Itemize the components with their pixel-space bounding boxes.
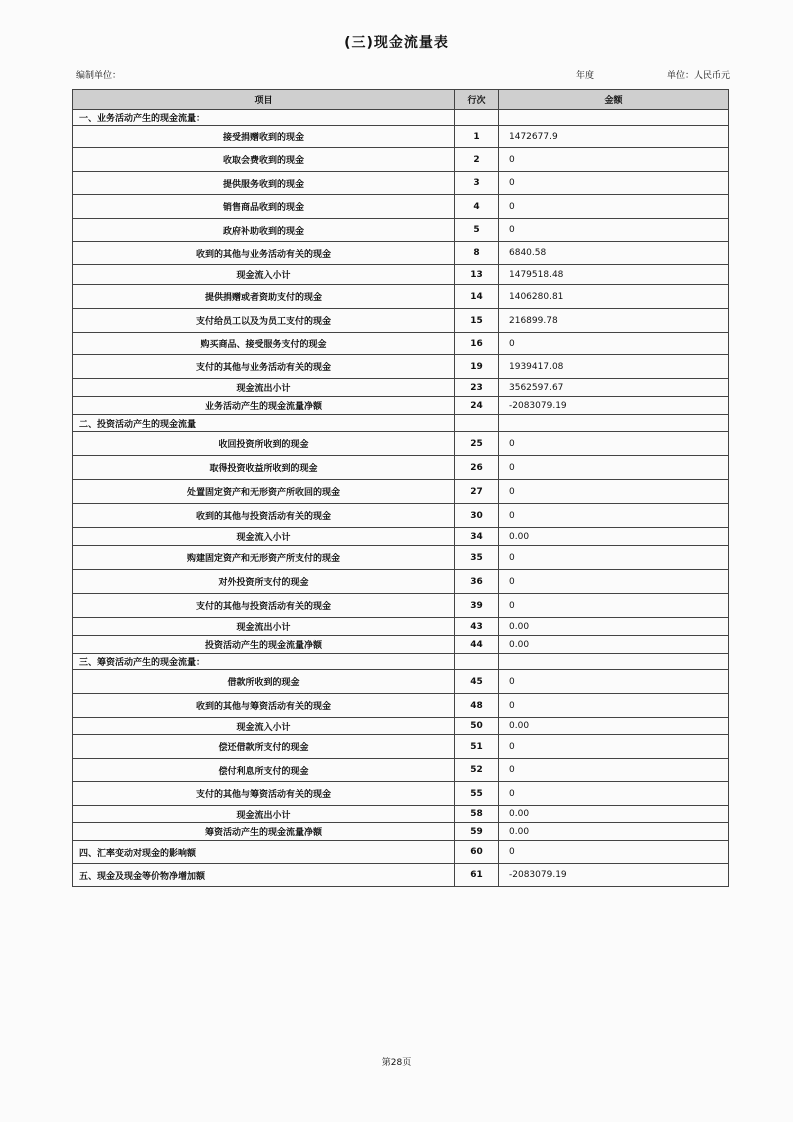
table-body [73, 110, 729, 887]
row-item: 提供捐赠或者资助支付的现金 [73, 285, 455, 309]
section-row [73, 841, 729, 864]
table-row [73, 546, 729, 570]
row-amount [499, 110, 729, 126]
row-line-number: 36 [455, 570, 499, 594]
row-amount: 0 [499, 570, 729, 594]
table-row [73, 735, 729, 759]
table-row [73, 480, 729, 504]
row-amount [499, 654, 729, 670]
row-amount: 0 [499, 841, 729, 864]
cash-flow-table [72, 89, 729, 887]
row-amount: 0 [499, 172, 729, 195]
row-item: 对外投资所支付的现金 [73, 570, 455, 594]
row-amount: 0 [499, 694, 729, 718]
row-amount: 0 [499, 759, 729, 782]
row-item: 借款所收到的现金 [73, 670, 455, 694]
row-item: 二、投资活动产生的现金流量 [73, 415, 455, 432]
row-line-number: 30 [455, 504, 499, 528]
row-amount: 0.00 [499, 528, 729, 546]
row-item: 偿付利息所支付的现金 [73, 759, 455, 782]
row-line-number: 26 [455, 456, 499, 480]
row-item: 偿还借款所支付的现金 [73, 735, 455, 759]
row-amount: -2083079.19 [499, 864, 729, 887]
row-item: 政府补助收到的现金 [73, 219, 455, 242]
row-amount: 0.00 [499, 618, 729, 636]
row-amount: 0 [499, 148, 729, 172]
row-amount: 0 [499, 670, 729, 694]
row-line-number: 1 [455, 126, 499, 148]
row-amount: 0.00 [499, 806, 729, 823]
row-item: 收到的其他与投资活动有关的现金 [73, 504, 455, 528]
row-item: 支付的其他与业务活动有关的现金 [73, 355, 455, 379]
row-item: 购买商品、接受服务支付的现金 [73, 333, 455, 355]
currency-unit-label: 单位：人民币元 [666, 71, 730, 81]
row-amount: 0 [499, 219, 729, 242]
row-item: 支付给员工以及为员工支付的现金 [73, 309, 455, 333]
row-line-number: 3 [455, 172, 499, 195]
section-row [73, 415, 729, 432]
row-line-number: 51 [455, 735, 499, 759]
table-row [73, 782, 729, 806]
compiler-label: 编制单位： [76, 71, 122, 81]
table-row [73, 636, 729, 654]
header-line-number: 行次 [455, 90, 499, 110]
row-amount: 3562597.67 [499, 379, 729, 397]
table-row [73, 694, 729, 718]
table-row [73, 456, 729, 480]
row-line-number: 13 [455, 265, 499, 285]
row-amount: 1479518.48 [499, 265, 729, 285]
row-line-number: 15 [455, 309, 499, 333]
section-row [73, 110, 729, 126]
row-item: 接受捐赠收到的现金 [73, 126, 455, 148]
row-amount: -2083079.19 [499, 397, 729, 415]
table-row [73, 309, 729, 333]
table-row [73, 219, 729, 242]
row-item: 取得投资收益所收到的现金 [73, 456, 455, 480]
table-row [73, 397, 729, 415]
row-line-number: 60 [455, 841, 499, 864]
row-item: 购建固定资产和无形资产所支付的现金 [73, 546, 455, 570]
table-row [73, 148, 729, 172]
table-row [73, 528, 729, 546]
table-row [73, 570, 729, 594]
row-amount: 0 [499, 594, 729, 618]
row-item: 处置固定资产和无形资产所收回的现金 [73, 480, 455, 504]
row-line-number: 25 [455, 432, 499, 456]
row-amount: 6840.58 [499, 242, 729, 265]
row-item: 现金流入小计 [73, 265, 455, 285]
row-line-number: 48 [455, 694, 499, 718]
row-line-number: 43 [455, 618, 499, 636]
row-line-number: 55 [455, 782, 499, 806]
row-item: 筹资活动产生的现金流量净额 [73, 823, 455, 841]
row-line-number: 23 [455, 379, 499, 397]
row-item: 收取会费收到的现金 [73, 148, 455, 172]
row-line-number: 45 [455, 670, 499, 694]
row-item: 三、筹资活动产生的现金流量： [73, 654, 455, 670]
row-amount: 1406280.81 [499, 285, 729, 309]
table-row [73, 504, 729, 528]
page-number: 第28页 [381, 1058, 412, 1068]
row-item: 现金流入小计 [73, 528, 455, 546]
table-row [73, 285, 729, 309]
table-row [73, 333, 729, 355]
row-line-number: 27 [455, 480, 499, 504]
row-item: 五、现金及现金等价物净增加额 [73, 864, 455, 887]
table-row [73, 355, 729, 379]
row-line-number: 35 [455, 546, 499, 570]
row-amount: 0.00 [499, 718, 729, 735]
row-item: 销售商品收到的现金 [73, 195, 455, 219]
row-line-number: 24 [455, 397, 499, 415]
row-line-number: 61 [455, 864, 499, 887]
row-item: 提供服务收到的现金 [73, 172, 455, 195]
row-amount: 0 [499, 432, 729, 456]
row-item: 支付的其他与筹资活动有关的现金 [73, 782, 455, 806]
row-line-number [455, 110, 499, 126]
row-line-number: 44 [455, 636, 499, 654]
row-amount: 0 [499, 546, 729, 570]
row-amount: 0.00 [499, 636, 729, 654]
row-amount: 0 [499, 195, 729, 219]
row-line-number: 16 [455, 333, 499, 355]
table-row [73, 432, 729, 456]
row-line-number: 5 [455, 219, 499, 242]
row-amount: 0 [499, 456, 729, 480]
row-line-number: 14 [455, 285, 499, 309]
table-row [73, 594, 729, 618]
table-row [73, 806, 729, 823]
row-item: 业务活动产生的现金流量净额 [73, 397, 455, 415]
row-amount: 216899.78 [499, 309, 729, 333]
row-line-number: 34 [455, 528, 499, 546]
row-amount: 1472677.9 [499, 126, 729, 148]
table-row [73, 242, 729, 265]
table-header-row [73, 90, 729, 110]
row-line-number [455, 654, 499, 670]
table-row [73, 195, 729, 219]
row-amount: 0 [499, 480, 729, 504]
table-row [73, 265, 729, 285]
table-row [73, 759, 729, 782]
row-item: 一、业务活动产生的现金流量： [73, 110, 455, 126]
row-item: 收回投资所收到的现金 [73, 432, 455, 456]
table-row [73, 618, 729, 636]
report-meta-row [76, 68, 730, 82]
year-label: 年度 [576, 71, 595, 81]
row-amount: 0.00 [499, 823, 729, 841]
row-item: 投资活动产生的现金流量净额 [73, 636, 455, 654]
row-line-number: 39 [455, 594, 499, 618]
row-item: 现金流出小计 [73, 618, 455, 636]
section-row [73, 654, 729, 670]
row-line-number: 19 [455, 355, 499, 379]
page-title: (三)现金流量表 [344, 35, 449, 51]
row-amount: 0 [499, 504, 729, 528]
row-line-number: 2 [455, 148, 499, 172]
row-line-number [455, 415, 499, 432]
row-item: 现金流出小计 [73, 379, 455, 397]
row-item: 收到的其他与筹资活动有关的现金 [73, 694, 455, 718]
table-row [73, 172, 729, 195]
row-item: 收到的其他与业务活动有关的现金 [73, 242, 455, 265]
table-row [73, 126, 729, 148]
row-amount: 1939417.08 [499, 355, 729, 379]
row-amount: 0 [499, 735, 729, 759]
table-row [73, 670, 729, 694]
row-line-number: 8 [455, 242, 499, 265]
row-amount [499, 415, 729, 432]
header-amount: 金额 [499, 90, 729, 110]
row-item: 现金流出小计 [73, 806, 455, 823]
row-line-number: 59 [455, 823, 499, 841]
row-item: 四、汇率变动对现金的影响额 [73, 841, 455, 864]
row-item: 现金流入小计 [73, 718, 455, 735]
row-amount: 0 [499, 782, 729, 806]
row-line-number: 4 [455, 195, 499, 219]
table-row [73, 379, 729, 397]
table-row [73, 718, 729, 735]
row-line-number: 50 [455, 718, 499, 735]
table-row [73, 823, 729, 841]
row-item: 支付的其他与投资活动有关的现金 [73, 594, 455, 618]
header-item: 项目 [73, 90, 455, 110]
row-line-number: 58 [455, 806, 499, 823]
section-row [73, 864, 729, 887]
row-line-number: 52 [455, 759, 499, 782]
row-amount: 0 [499, 333, 729, 355]
